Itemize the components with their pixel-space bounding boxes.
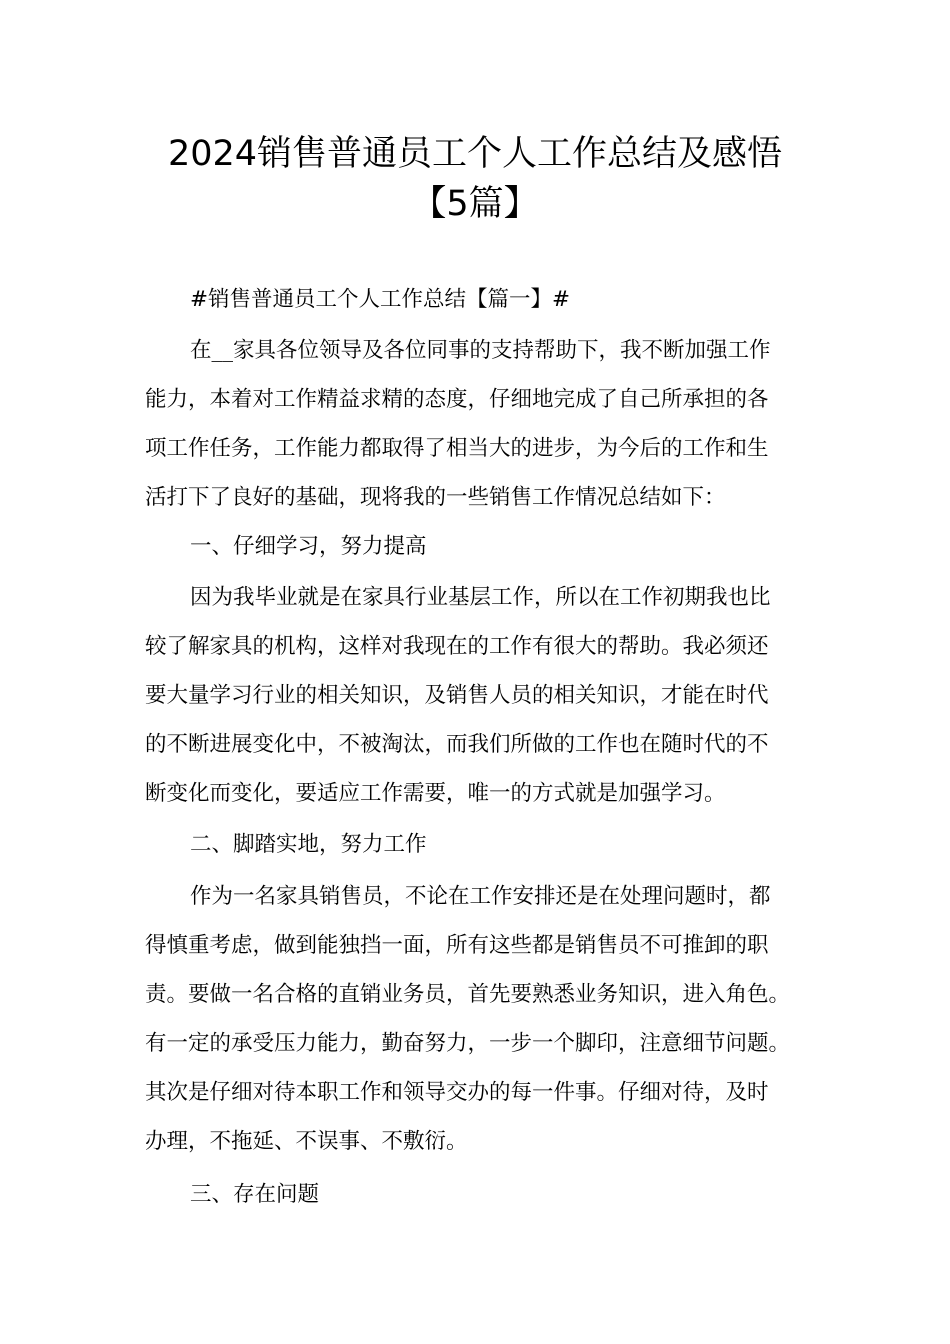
paragraph-line: 的不断进展变化中，不被淘汰，而我们所做的工作也在随时代的不 (145, 732, 769, 757)
paragraph-line: 较了解家具的机构，这样对我现在的工作有很大的帮助。我必须还 (145, 634, 769, 659)
paragraph-line: 项工作任务，工作能力都取得了相当大的进步，为今后的工作和生 (145, 436, 769, 461)
paragraph-line: 因为我毕业就是在家具行业基层工作，所以在工作初期我也比 (190, 585, 771, 610)
paragraph-line: 断变化而变化，要适应工作需要，唯一的方式就是加强学习。 (145, 781, 726, 806)
paragraph-line: 得慎重考虑，做到能独挡一面，所有这些都是销售员不可推卸的职 (145, 933, 769, 958)
subheading-three: 三、存在问题 (190, 1182, 320, 1207)
paragraph-line: 能力，本着对工作精益求精的态度，仔细地完成了自己所承担的各 (145, 387, 769, 412)
section-heading-part-one: #销售普通员工个人工作总结【篇一】# (190, 287, 571, 312)
paragraph-line: 有一定的承受压力能力，勤奋努力，一步一个脚印，注意细节问题。 (145, 1031, 791, 1056)
paragraph-line: 活打下了良好的基础，现将我的一些销售工作情况总结如下： (145, 485, 726, 510)
paragraph-line: 办理，不拖延、不误事、不敷衍。 (145, 1129, 468, 1154)
subheading-two: 二、脚踏实地，努力工作 (190, 832, 427, 857)
paragraph-line: 在__家具各位领导及各位同事的支持帮助下，我不断加强工作 (190, 338, 771, 363)
document-title-line-1: 2024销售普通员工个人工作总结及感悟 (167, 134, 783, 174)
paragraph-line: 责。要做一名合格的直销业务员，首先要熟悉业务知识，进入角色。 (145, 982, 791, 1007)
paragraph-line: 其次是仔细对待本职工作和领导交办的每一件事。仔细对待，及时 (145, 1080, 769, 1105)
paragraph-line: 要大量学习行业的相关知识，及销售人员的相关知识，才能在时代 (145, 683, 769, 708)
document-title-line-2: 【5篇】 (411, 184, 539, 224)
subheading-one: 一、仔细学习，努力提高 (190, 534, 427, 559)
paragraph-line: 作为一名家具销售员，不论在工作安排还是在处理问题时，都 (190, 884, 771, 909)
